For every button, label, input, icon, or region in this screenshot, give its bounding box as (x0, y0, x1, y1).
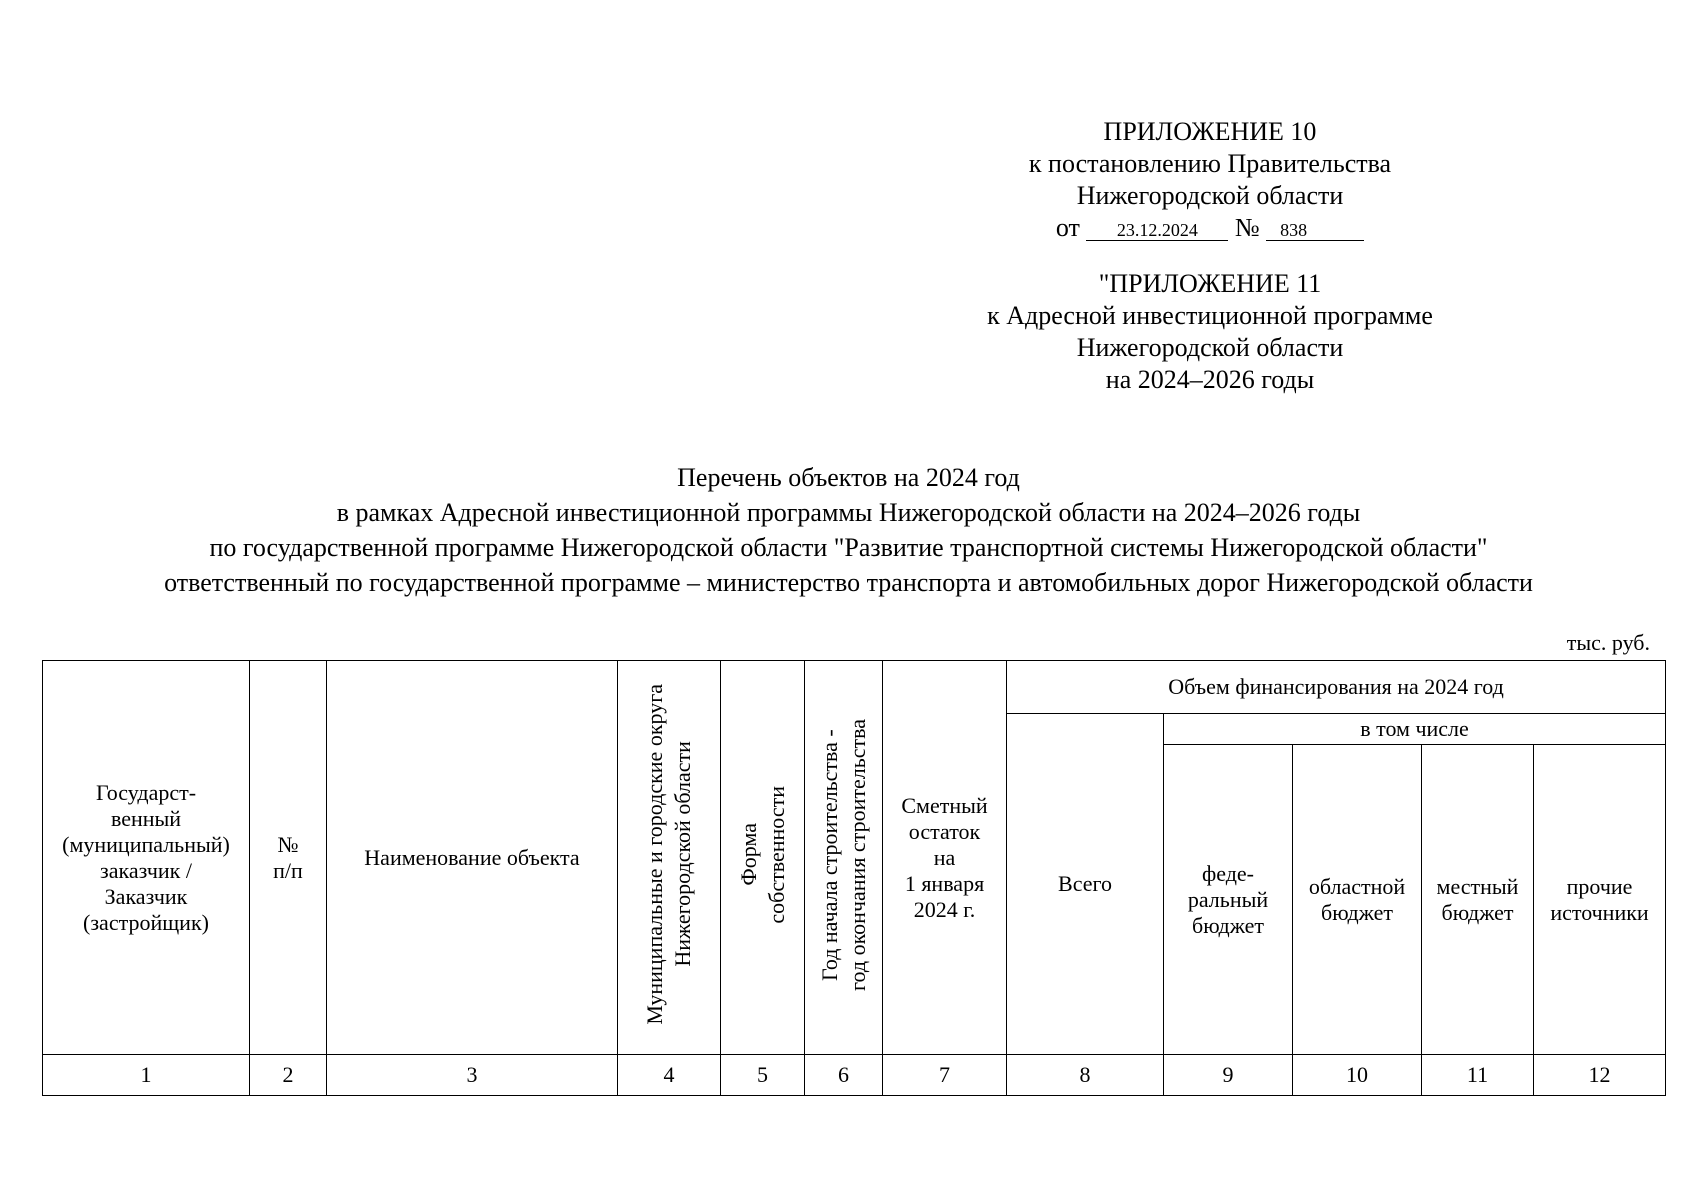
header-funding-group: Объем финансирования на 2024 год (1007, 661, 1666, 714)
document-title-line2: в рамках Адресной инвестиционной программы Нижегородской области на 2024–2026 годы (336, 498, 1361, 527)
header-total: Всего (1007, 714, 1164, 1055)
column-number-cell: 3 (327, 1055, 618, 1096)
decree-date-field: 23.12.2024 (1086, 220, 1228, 241)
document-title-line1: Перечень объектов на 2024 год (677, 463, 1020, 492)
currency-unit: тыс. руб. (1566, 630, 1650, 655)
header-federal-budget: феде- ральный бюджет (1164, 745, 1293, 1055)
header-number: № п/п (250, 661, 327, 1055)
date-prefix: от (1055, 213, 1080, 242)
column-number-cell: 9 (1164, 1055, 1293, 1096)
column-number-cell: 2 (250, 1055, 327, 1096)
appendix-10-date-line (880, 212, 1540, 248)
document-title-line3: по государственной программе Нижегородской области "Развитие транспортной системы Нижегородской области" (209, 533, 1488, 562)
decree-number-field: 838 (1266, 220, 1364, 241)
column-number-cell: 6 (805, 1055, 883, 1096)
header-local-budget: местный бюджет (1422, 745, 1534, 1055)
appendix-10-line2: Нижегородской области (1076, 181, 1344, 210)
column-number-cell: 7 (883, 1055, 1007, 1096)
header-estimate-balance: Сметный остаток на 1 января 2024 г. (883, 661, 1007, 1055)
column-number-cell: 8 (1007, 1055, 1164, 1096)
header-customer: Государст- венный (муниципальный) заказчик / Заказчик (застройщик) (43, 661, 250, 1055)
appendix-10-title: ПРИЛОЖЕНИЕ 10 (1103, 117, 1317, 146)
appendix-11-line1: к Адресной инвестиционной программе (987, 301, 1433, 330)
header-regional-budget: областной бюджет (1293, 745, 1422, 1055)
appendix-11-line3: на 2024–2026 годы (1105, 365, 1315, 394)
appendix-10-line1: к постановлению Правительства (1028, 149, 1392, 178)
header-object-name: Наименование объекта (327, 661, 618, 1055)
appendix-10-block (880, 116, 1540, 396)
column-number-cell: 4 (618, 1055, 721, 1096)
header-other-sources: прочие источники (1534, 745, 1666, 1055)
column-number-cell: 12 (1534, 1055, 1666, 1096)
appendix-11-line2: Нижегородской области (1076, 333, 1344, 362)
column-number-cell: 1 (43, 1055, 250, 1096)
header-construction-years: Год начала строительства - год окончания строительства (805, 661, 883, 1055)
document-title-line4: ответственный по государственной программе – министерство транспорта и автомобильных дорог Нижегородской области (164, 568, 1533, 597)
appendix-11-title: "ПРИЛОЖЕНИЕ 11 (1098, 269, 1322, 298)
header-districts: Муниципальные и городские округа Нижегородской области (618, 661, 721, 1055)
header-including: в том числе (1164, 714, 1666, 745)
column-number-cell: 11 (1422, 1055, 1534, 1096)
number-sign: № (1234, 213, 1260, 242)
document-title (0, 460, 1697, 600)
column-number-cell: 5 (721, 1055, 805, 1096)
header-ownership: Форма собственности (721, 661, 805, 1055)
column-numbers-row (43, 1055, 1666, 1096)
column-number-cell: 10 (1293, 1055, 1422, 1096)
objects-table (42, 660, 1666, 1096)
